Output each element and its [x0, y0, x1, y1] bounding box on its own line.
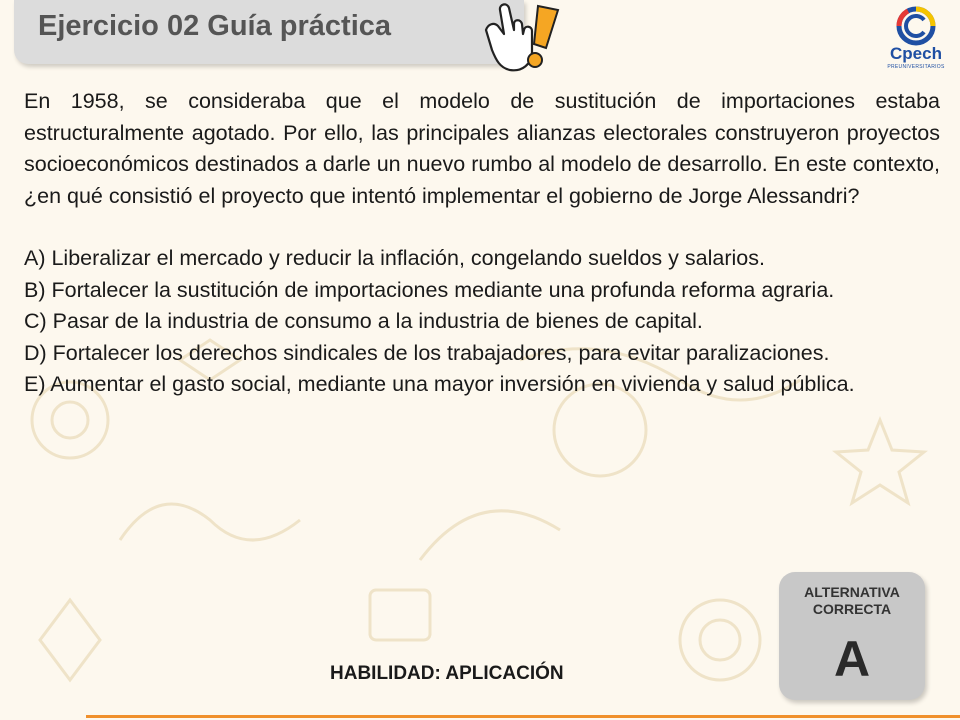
answer-label — [779, 584, 925, 618]
question-text: En 1958, se consideraba que el modelo de sustitución de importaciones estaba estructuralmente agotado. Por ello, las principales alianzas electorales construyeron proyectos socioeconómicos destinados a darle un nuevo rumbo al modelo de desarrollo. En este contexto, ¿en qué consistió el proyecto que intentó implementar el gobierno de Jorge Alessandri? — [24, 89, 940, 208]
logo-text: Cpech — [890, 44, 942, 63]
option-a: A) Liberalizar el mercado y reducir la inflación, congelando sueldos y salarios. — [24, 246, 765, 270]
logo-tagline: PREUNIVERSITARIOS — [887, 64, 945, 70]
footer-divider — [86, 715, 960, 718]
pointing-hand-icon — [478, 0, 564, 78]
option-b: B) Fortalecer la sustitución de importaciones mediante una profunda reforma agraria. — [24, 277, 835, 302]
question-content — [24, 86, 940, 401]
answer-letter: A — [833, 631, 871, 687]
correct-answer-box — [779, 572, 925, 700]
answer-label-line2: CORRECTA — [812, 601, 892, 617]
skill-label: HABILIDAD: APLICACIÓN — [330, 663, 564, 684]
page-title: Ejercicio 02 Guía práctica — [38, 10, 392, 42]
option-d: D) Fortalecer los derechos sindicales de los trabajadores, para evitar paralizaciones. — [24, 340, 830, 365]
option-e: E) Aumentar el gasto social, mediante una mayor inversión en vivienda y salud pública. — [24, 372, 855, 396]
answer-label-line1: ALTERNATIVA — [804, 584, 900, 600]
option-c: C) Pasar de la industria de consumo a la industria de bienes de capital. — [24, 309, 703, 333]
